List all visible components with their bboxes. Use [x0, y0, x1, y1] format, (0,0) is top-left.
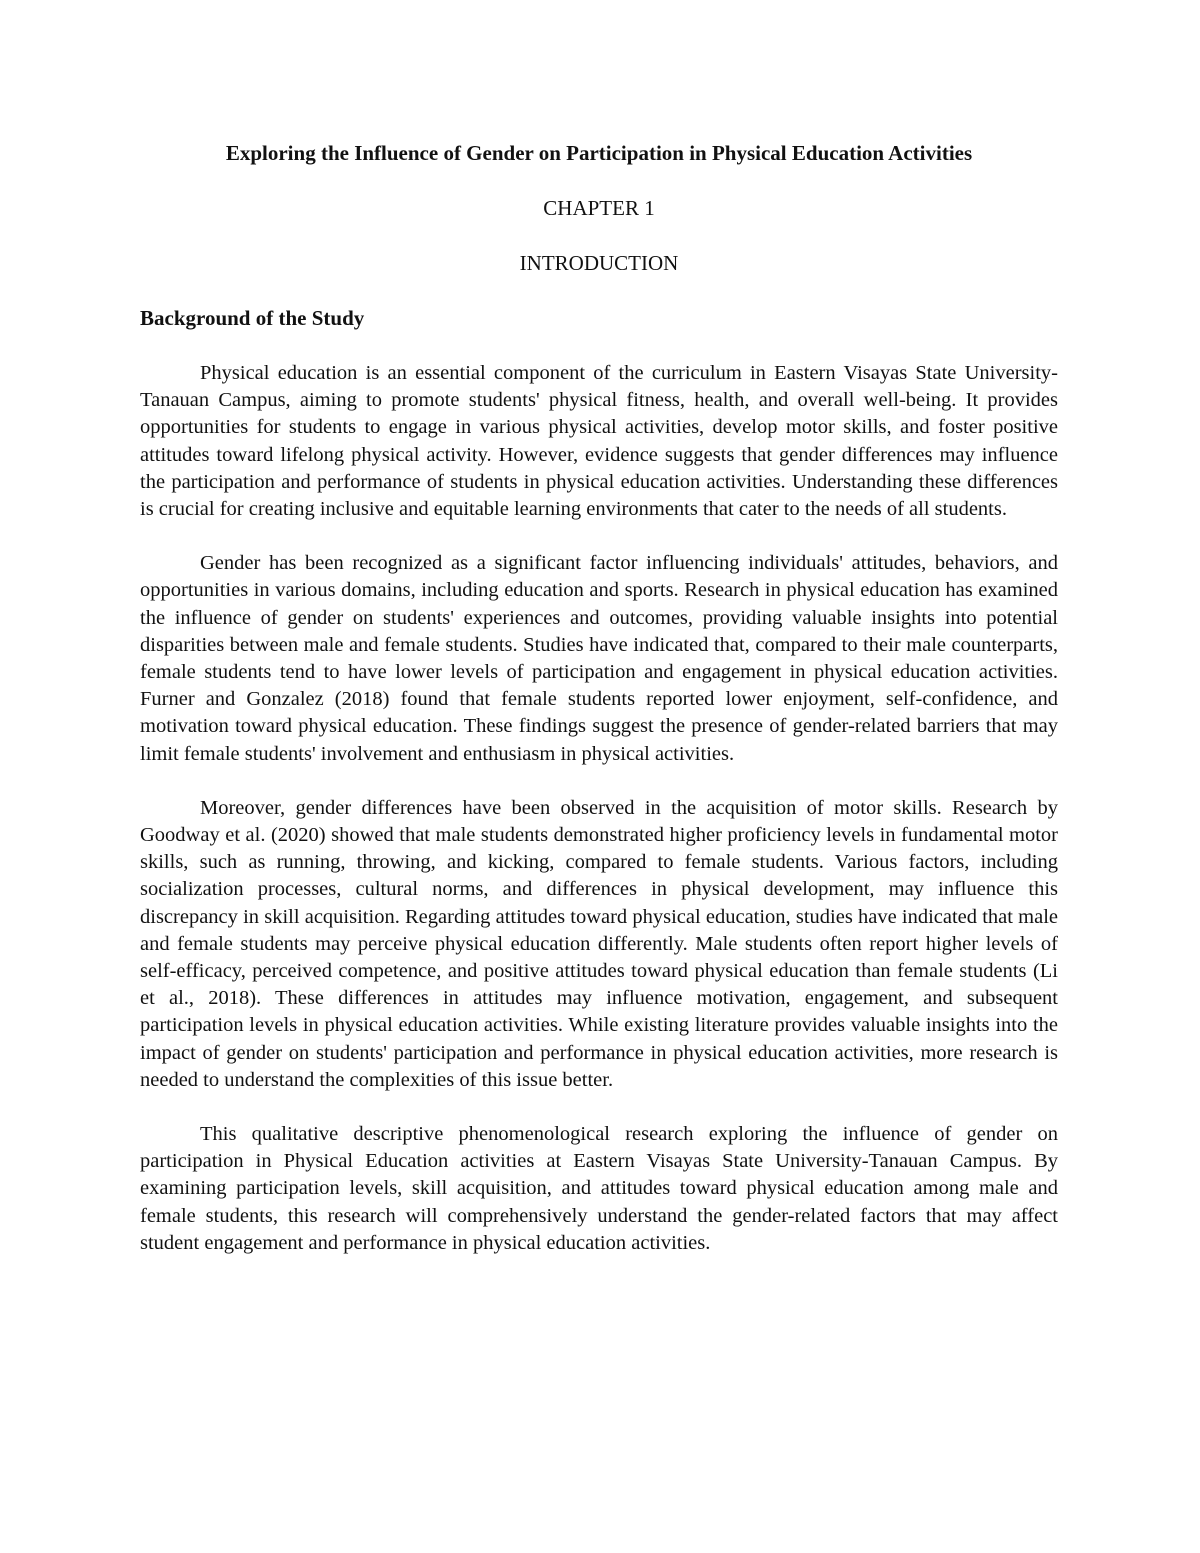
subsection-heading: Background of the Study [140, 306, 365, 330]
section-heading: INTRODUCTION [519, 251, 679, 275]
document-title: Exploring the Influence of Gender on Participation in Physical Education Activities [225, 141, 973, 165]
document-page [140, 140, 1058, 1257]
body-paragraph: Gender has been recognized as a significant factor influencing individuals' attitudes, behaviors, and opportunities in various domains, including education and sports. Research in physical education has examined the influence of gender on students' experiences and outcomes, providing valuable insights into potential disparities between male and female students. Studies have indicated that, compared to their male counterparts, female students tend to have lower levels of participation and engagement in physical education activities. Furner and Gonzalez (2018) found that female students reported lower enjoyment, self-confidence, and motivation toward physical education. These findings suggest the presence of gender-related barriers that may limit female students' involvement and enthusiasm in physical activities. [140, 552, 1058, 765]
chapter-heading: CHAPTER 1 [543, 196, 655, 220]
body-paragraph: Physical education is an essential component of the curriculum in Eastern Visayas State University-Tanauan Campus, aiming to promote students' physical fitness, health, and overall well-being. It provides opportunities for students to engage in various physical activities, develop motor skills, and foster positive attitudes toward lifelong physical activity. However, evidence suggests that gender differences may influence the participation and performance of students in physical education activities. Understanding these differences is crucial for creating inclusive and equitable learning environments that cater to the needs of all students. [140, 362, 1058, 521]
body-paragraph: This qualitative descriptive phenomenological research exploring the influence of gender on participation in Physical Education activities at Eastern Visayas State University-Tanauan Campus. By examining participation levels, skill acquisition, and attitudes toward physical education among male and female students, this research will comprehensively understand the gender-related factors that may affect student engagement and performance in physical education activities. [140, 1123, 1058, 1254]
body-paragraph: Moreover, gender differences have been observed in the acquisition of motor skills. Research by Goodway et al. (2020) showed that male students demonstrated higher proficiency levels in fundamental motor skills, such as running, throwing, and kicking, compared to female students. Various factors, including socialization processes, cultural norms, and differences in physical development, may influence this discrepancy in skill acquisition. Regarding attitudes toward physical education, studies have indicated that male and female students may perceive physical education differently. Male students often report higher levels of self-efficacy, perceived competence, and positive attitudes toward physical education than female students (Li et al., 2018). These differences in attitudes may influence motivation, engagement, and subsequent participation levels in physical education activities. While existing literature provides valuable insights into the impact of gender on students' participation and performance in physical education activities, more research is needed to understand the complexities of this issue better. [140, 796, 1058, 1091]
